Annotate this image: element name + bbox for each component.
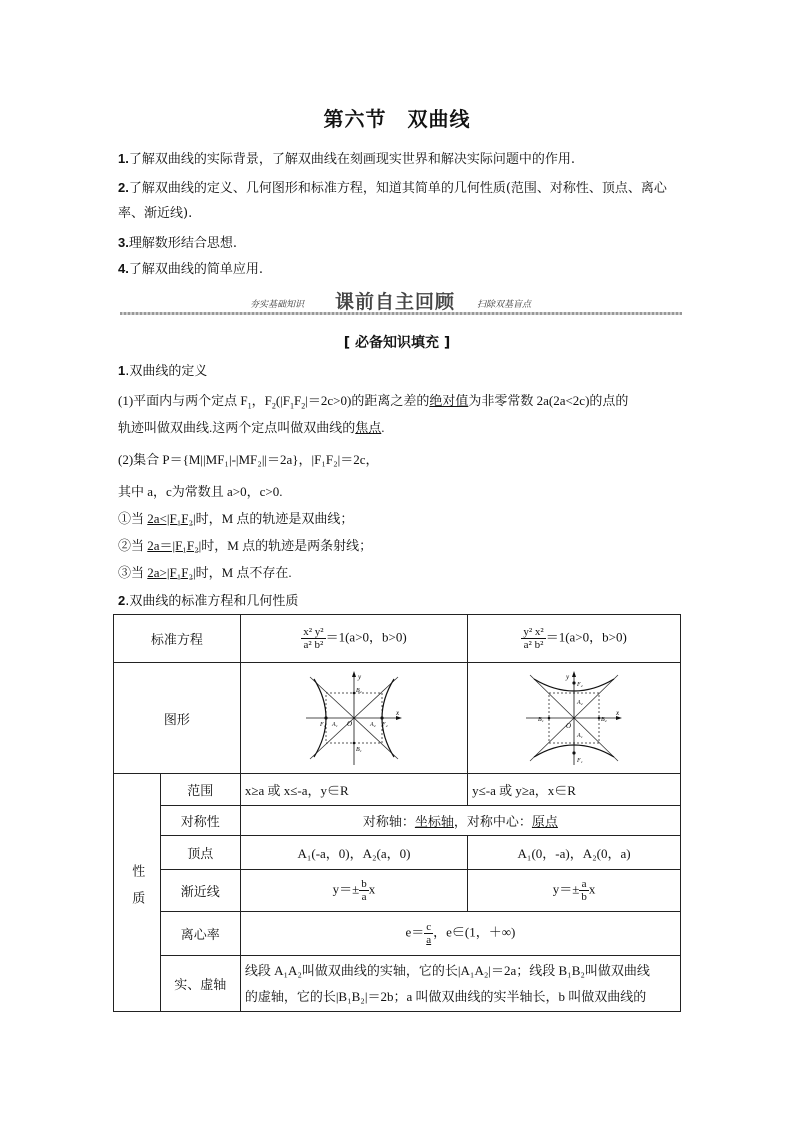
answer-underline: 坐标轴 — [414, 814, 454, 829]
row-axes — [114, 956, 681, 1012]
cell-properties-label — [114, 774, 161, 1012]
banner-center-text: 课前自主回顾 — [335, 291, 456, 313]
asymptote-fraction: $\frac{a}{b}$ — [581, 878, 587, 903]
label-x: x — [395, 709, 400, 717]
label-f2: F₂ — [577, 682, 583, 688]
hyperbola-vertical-graph — [526, 671, 622, 765]
answer-underline: 绝对值 — [429, 393, 469, 408]
cell-equation-2: $\frac{\text{y² x²}}{\text{a² b²}}$ ＝1(a>0，b>0) — [468, 615, 681, 663]
definition-paragraph-3: 其中 a，c为常数且 a>0，c>0. — [118, 484, 283, 499]
properties-table — [113, 614, 681, 1012]
label-origin: O — [346, 720, 353, 728]
properties-label: 性质 — [129, 863, 145, 918]
label-f1: F₁ — [319, 722, 326, 728]
cell-label: 实、虚轴 — [160, 956, 240, 1012]
objective-text: 了解双曲线的定义、几何图形和标准方程，知道其简单的几何性质(范围、对称性、顶点、离心率、渐近线). — [118, 181, 667, 221]
cell-asymptote-2: y＝± $\frac{a}{b}$ x — [468, 870, 681, 912]
cell-label: 离心率 — [160, 912, 240, 956]
objective-3 — [118, 230, 688, 256]
label-b1: B₁ — [538, 717, 544, 723]
label-x: x — [616, 709, 620, 717]
row-asymptote — [114, 870, 681, 912]
vertex-point — [598, 717, 601, 720]
label-f2: F₂ — [381, 722, 388, 728]
case-3: ③当 2a>|F₁F₂|时，M 点不存在. — [118, 565, 292, 580]
cell-asymptote-1: y＝± $\frac{b}{a}$ x — [240, 870, 467, 912]
label-a1: A₁ — [331, 722, 338, 728]
answer-underline: 焦点 — [355, 420, 382, 435]
row-vertex — [114, 836, 681, 870]
label-f1: F₁ — [577, 758, 583, 764]
label-b2: B₂ — [355, 688, 362, 694]
row-range — [114, 774, 681, 806]
answer-underline: 2a＝|F₁F₂| — [147, 538, 202, 553]
cell-equation-1: $\frac{\text{x² y²}}{\text{a² b²}}$ ＝1(a>0，b>0) — [240, 615, 467, 663]
row-graph — [114, 663, 681, 774]
cell-label: 顶点 — [160, 836, 240, 870]
focus-point — [572, 681, 575, 684]
label-b2: B₂ — [601, 717, 607, 723]
row-eccentricity — [114, 912, 681, 956]
section-box-title: [ 必备知识填充 ] — [343, 335, 451, 351]
vertex-point — [353, 742, 356, 745]
label-a1: A₁ — [577, 733, 583, 739]
objective-4 — [118, 256, 688, 282]
vertex-point — [548, 717, 551, 720]
page-title: 第六节 双曲线 — [323, 107, 471, 131]
banner-left-text: 夯实基础知识 — [250, 300, 305, 310]
objective-number: 3. — [118, 235, 129, 250]
cell-label: 标准方程 — [114, 615, 241, 663]
case-2: ②当 2a＝|F₁F₂|时，M 点的轨迹是两条射线； — [118, 538, 373, 553]
objective-number: 1. — [118, 151, 129, 166]
section-banner — [120, 291, 682, 317]
equation-fraction: $\frac{\text{y² x²}}{\text{a² b²}}$ — [523, 626, 544, 651]
standard-heading: 2.双曲线的标准方程和几何性质 — [118, 593, 299, 609]
objective-number: 2. — [118, 180, 129, 195]
banner-right-text: 扫除双基盲点 — [477, 300, 532, 310]
objective-text: 理解数形结合思想. — [128, 236, 237, 251]
label-y: y — [566, 673, 570, 681]
objective-2 — [118, 175, 688, 226]
cell-vertex-1: A₁(-a，0)，A₂(a，0) — [240, 836, 467, 870]
answer-underline: 原点 — [531, 814, 558, 829]
definition-paragraph-1: (1)平面内与两个定点 $F_1$，$F_2(|F_1F_2|=2c>0)$的距离之差的绝对值为非零常数 2a(2a<2c)的点的 — [118, 393, 629, 411]
answer-underline: 2a>|F₁F₂| — [147, 565, 196, 580]
definition-heading: 1.双曲线的定义 — [118, 363, 208, 379]
asymptote-fraction: $\frac{b}{a}$ — [361, 878, 367, 903]
vertex-point — [353, 692, 356, 695]
definition-paragraph-1-cont: 轨迹叫做双曲线.这两个定点叫做双曲线的焦点. — [118, 420, 385, 435]
label-y: y — [357, 673, 362, 681]
cell-axes — [240, 956, 680, 1012]
label-origin: O — [566, 722, 572, 730]
axes-text-line: 的虚轴，它的长|B₁B₂|＝2b；a 叫做双曲线的实半轴长，b 叫做双曲线的 — [244, 988, 647, 1004]
cell-label: 图形 — [114, 663, 241, 774]
objective-1 — [118, 146, 688, 172]
cell-eccentricity: e＝ $\frac{c}{a}$ ，e∈(1，＋∞) — [240, 912, 680, 956]
focus-point — [324, 716, 327, 719]
label-a2: A₂ — [577, 700, 583, 706]
axes-text-line: 线段 A₁A₂叫做双曲线的实轴，它的长|A₁A₂|＝2a；线段 B₁B₂叫做双曲线 — [244, 962, 650, 978]
y-axis-arrow — [572, 671, 576, 677]
cell-range-2: y≤-a 或 y≥a，x∈R — [468, 774, 681, 806]
label-a2: A₂ — [369, 722, 376, 728]
cell-label: 对称性 — [160, 806, 240, 836]
y-axis-arrow — [352, 671, 356, 677]
case-1: ①当 2a<|F₁F₂|时，M 点的轨迹是双曲线； — [118, 511, 354, 526]
cell-graph-2 — [468, 663, 681, 774]
cell-graph-1 — [240, 663, 467, 774]
focus-point — [572, 751, 575, 754]
equation-fraction: $\frac{\text{x² y²}}{\text{a² b²}}$ — [303, 626, 324, 651]
definition-paragraph-2: (2)集合 P＝{M||MF₁|-|MF₂||＝2a}，|F₁F₂|＝2c， — [118, 452, 379, 467]
cell-label: 范围 — [160, 774, 240, 806]
label-b1: B₁ — [355, 747, 362, 753]
focus-point — [380, 716, 383, 719]
row-symmetry — [114, 806, 681, 836]
hyperbola-horizontal-graph — [306, 671, 402, 765]
eccentricity-fraction: $\frac{c}{a}$ — [426, 921, 432, 946]
cell-label: 渐近线 — [160, 870, 240, 912]
cell-symmetry: 对称轴：坐标轴，对称中心：原点 — [240, 806, 680, 836]
objective-text: 了解双曲线的实际背景，了解双曲线在刻画现实世界和解决实际问题中的作用. — [128, 152, 575, 167]
cell-range-1: x≥a 或 x≤-a，y∈R — [240, 774, 467, 806]
cell-vertex-2: A₁(0，-a)，A₂(0，a) — [468, 836, 681, 870]
row-standard-equation — [114, 615, 681, 663]
answer-underline: 2a<|F₁F₂| — [147, 511, 196, 526]
objective-text: 了解双曲线的简单应用. — [128, 262, 263, 277]
objective-number: 4. — [118, 261, 129, 276]
